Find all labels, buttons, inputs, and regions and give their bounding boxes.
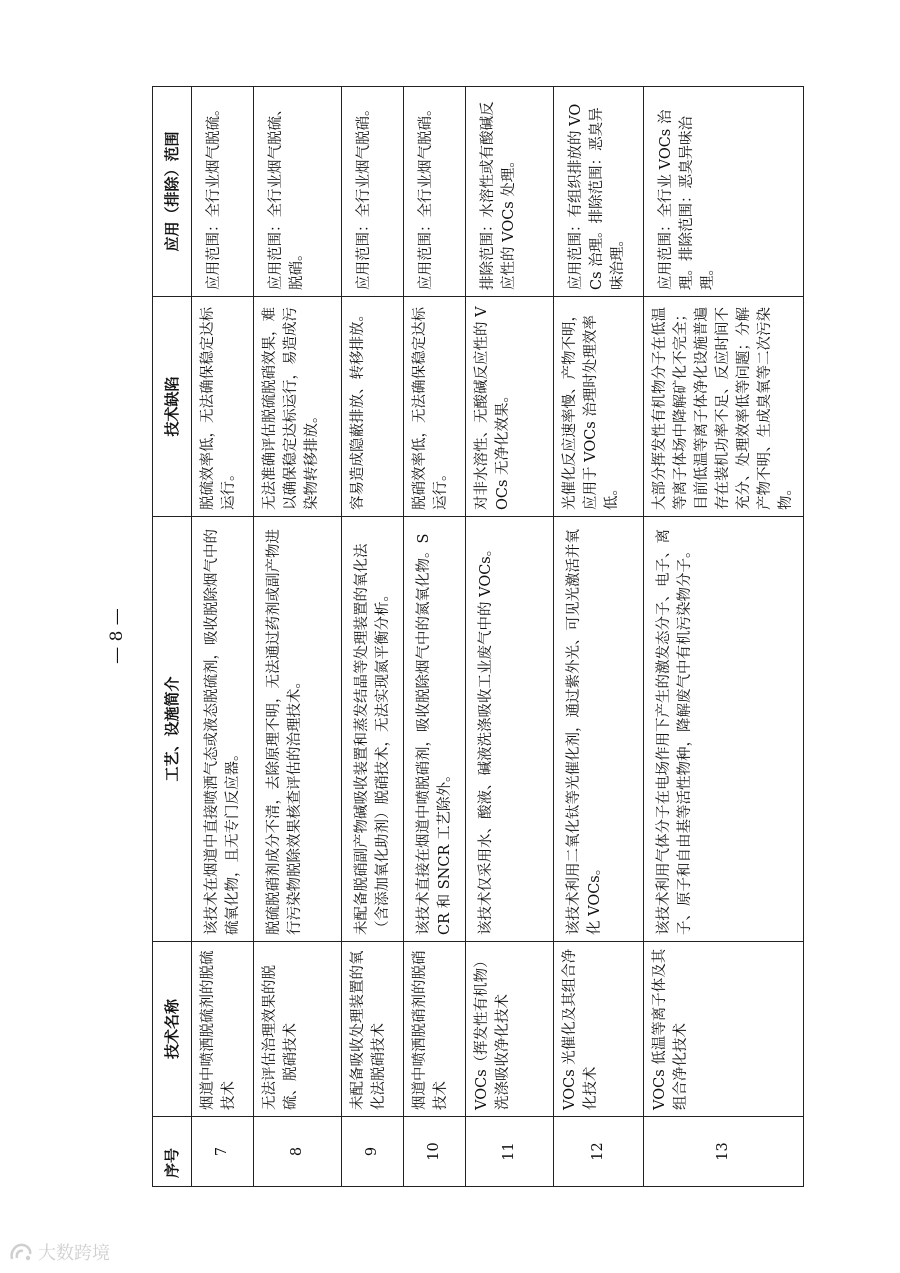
table-row xyxy=(404,87,466,1187)
cell-defect: 光催化反应速率慢、产物不明，应用于 VOCs 治理时处理效率低。 xyxy=(554,297,644,517)
cell-scope: 应用范围：全行业烟气脱硫。 xyxy=(192,87,254,297)
rotated-table-wrapper xyxy=(152,87,794,1187)
page-number-text: — 8 — xyxy=(107,608,127,664)
cell-scope: 应用范围：有组织排放的 VOCs 治理。排除范围：恶臭异味治理。 xyxy=(554,87,644,297)
cell-name: VOCs 光催化及其组合净化技术 xyxy=(554,942,644,1117)
table-row xyxy=(466,87,554,1187)
table-row xyxy=(554,87,644,1187)
header-name: 技术名称 xyxy=(153,942,192,1117)
cell-seq: 13 xyxy=(644,1117,804,1187)
cell-scope: 排除范围：水溶性或有酸碱反应性的 VOCs 处理。 xyxy=(466,87,554,297)
cell-defect: 无法准确评估脱硫脱硝效果，难以确保稳定达标运行，易造成污染物转移排放。 xyxy=(254,297,342,517)
table-row xyxy=(644,87,804,1187)
table-row xyxy=(342,87,404,1187)
cell-seq: 9 xyxy=(342,1117,404,1187)
header-defect: 技术缺陷 xyxy=(153,297,192,517)
cell-scope: 应用范围：全行业 VOCs 治理。排除范围：恶臭异味治理。 xyxy=(644,87,804,297)
cell-name: VOCs（挥发性有机物）洗涤吸收净化技术 xyxy=(466,942,554,1117)
cell-name: 未配备吸收处理装置的氧化法脱硝技术 xyxy=(342,942,404,1117)
cell-name: 烟道中喷洒脱硝剂的脱硝技术 xyxy=(404,942,466,1117)
cell-seq: 12 xyxy=(554,1117,644,1187)
cell-name: VOCs 低温等离子体及其组合净化技术 xyxy=(644,942,804,1117)
header-process: 工艺、设施简介 xyxy=(153,517,192,942)
page-number xyxy=(102,586,132,686)
cell-process: 该技术利用二氧化钛等光催化剂，通过紫外光、可见光激活并氧化 VOCs。 xyxy=(554,517,644,942)
cell-seq: 8 xyxy=(254,1117,342,1187)
cell-defect: 对非水溶性、无酸碱反应性的 VOCs 无净化效果。 xyxy=(466,297,554,517)
cell-name: 烟道中喷洒脱硫剂的脱硫技术 xyxy=(192,942,254,1117)
cell-seq: 11 xyxy=(466,1117,554,1187)
cell-defect: 脱硝效率低，无法确保稳定达标运行。 xyxy=(404,297,466,517)
cell-defect: 容易造成隐蔽排放、转移排放。 xyxy=(342,297,404,517)
cell-scope: 应用范围：全行业烟气脱硝。 xyxy=(342,87,404,297)
watermark xyxy=(8,1240,110,1264)
cell-process: 该技术仅采用水、酸液、碱液洗涤吸收工业废气中的 VOCs。 xyxy=(466,517,554,942)
cell-process: 脱硫脱硝剂成分不清，去除原理不明，无法通过药剂或副产物进行污染物脱除效果核查评估的治理技术。 xyxy=(254,517,342,942)
watermark-logo-icon xyxy=(8,1241,34,1263)
technology-table xyxy=(152,86,804,1187)
cell-seq: 7 xyxy=(192,1117,254,1187)
table-row xyxy=(254,87,342,1187)
table-row xyxy=(192,87,254,1187)
header-seq: 序号 xyxy=(153,1117,192,1187)
cell-scope: 应用范围：全行业烟气脱硫、脱硝。 xyxy=(254,87,342,297)
cell-process: 该技术直接在烟道中喷脱硝剂，吸收脱除烟气中的氮氧化物。SCR 和 SNCR 工艺除外。 xyxy=(404,517,466,942)
cell-name: 无法评估治理效果的脱硫、脱硝技术 xyxy=(254,942,342,1117)
cell-process: 该技术利用气体分子在电场作用下产生的激发态分子、电子、离子、原子和自由基等活性物种，降解废气中有机污染物分子。 xyxy=(644,517,804,942)
cell-process: 未配备脱硝副产物碱吸收装置和蒸发结晶等处理装置的氧化法（含添加氧化助剂）脱硝技术，无法实现氮平衡分析。 xyxy=(342,517,404,942)
cell-scope: 应用范围：全行业烟气脱硝。 xyxy=(404,87,466,297)
cell-seq: 10 xyxy=(404,1117,466,1187)
cell-defect: 脱硫效率低，无法确保稳定达标运行。 xyxy=(192,297,254,517)
cell-defect: 大部分挥发性有机物分子在低温等离子体场中降解矿化不完全；目前低温等离子体净化设施普遍存在装机功率不足、反应时间不充分、处理效率低等问题；分解产物不明、生成臭氧等二次污染物。 xyxy=(644,297,804,517)
table-header-row xyxy=(153,87,192,1187)
watermark-text: 大数跨境 xyxy=(38,1243,110,1264)
header-scope: 应用（排除）范围 xyxy=(153,87,192,297)
cell-process: 该技术在烟道中直接喷洒气态或液态脱硫剂，吸收脱除烟气中的硫氧化物，且无专门反应器。 xyxy=(192,517,254,942)
